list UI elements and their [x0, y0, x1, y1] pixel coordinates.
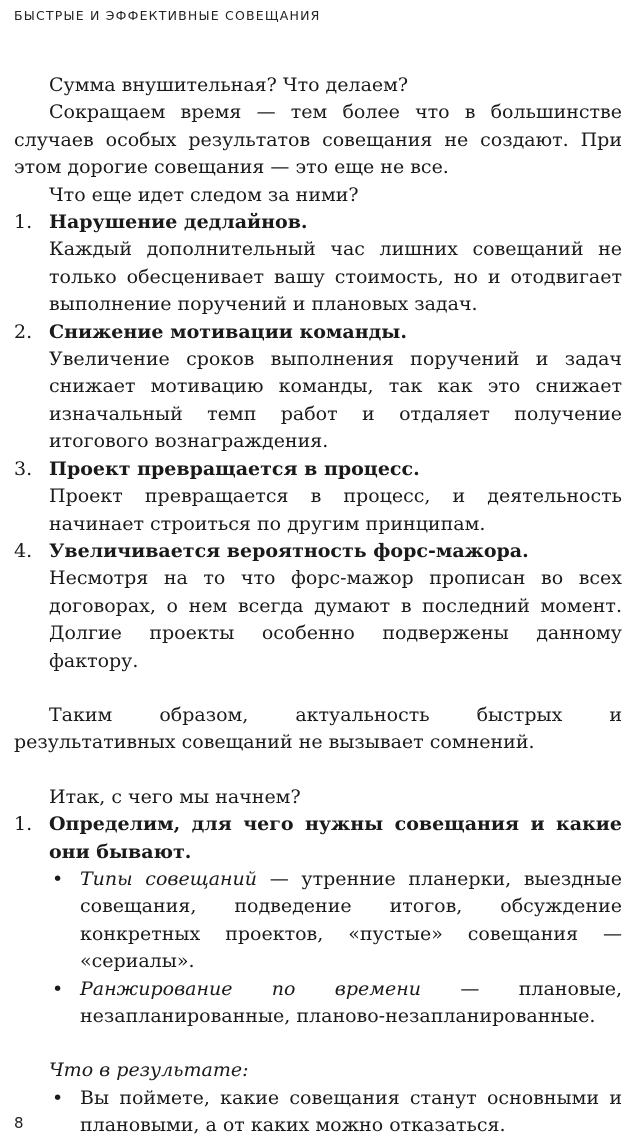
spacer: [14, 1030, 622, 1057]
item-title: Проект превращается в процесс.: [49, 457, 420, 480]
item-body: Проект превращается в процесс, и деятельность начинает строиться по другим принципам.: [49, 485, 622, 535]
paragraph: Сокращаем время — тем более что в большинстве случаев особых результатов совещания не создают. При этом дорогие совещания — это еще не все.: [14, 101, 622, 179]
bullet-glyph: •: [52, 867, 64, 890]
spacer: [14, 757, 622, 784]
list-item: [14, 538, 622, 675]
item-number: 2.: [14, 320, 33, 343]
item-body: Каждый дополнительный час лишних совещаний не только обесценивает вашу стоимость, но и отодвигает выполнение поручений и плановых задач.: [49, 238, 622, 316]
bullet-term: Типы совещаний: [80, 867, 258, 890]
item-number: 1.: [14, 211, 33, 234]
bullet-glyph: •: [52, 977, 64, 1000]
item-number: 1.: [14, 813, 33, 836]
bullet-term: Ранжирование по времени: [80, 977, 422, 1000]
item-title: Нарушение дедлайнов.: [49, 211, 308, 234]
item-title: Определим, для чего нужны совещания и какие они бывают.: [49, 813, 622, 863]
list-item: [14, 209, 622, 319]
list-item: [14, 811, 622, 866]
bullet-item: [14, 866, 622, 976]
paragraph: Что еще идет следом за ними?: [49, 183, 359, 206]
running-head: БЫСТРЫЕ И ЭФФЕКТИВНЫЕ СОВЕЩАНИЯ: [14, 8, 321, 23]
item-body: Увеличение сроков выполнения поручений и задач снижает мотивацию команды, так как это снижает изначальный темп работ и отдаляет получение итогового вознаграждения.: [49, 348, 622, 453]
item-number: 3.: [14, 457, 33, 480]
result-label: Что в результате:: [49, 1059, 249, 1082]
list-item: [14, 319, 622, 456]
page-body: [14, 72, 622, 1140]
bullet-text: — утренние планерки, выездные совещания, подведение итогов, обсуждение конкретных проектов, «пустые» совещания — «сериалы».: [80, 867, 622, 973]
item-title: Увеличивается вероятность форс-мажора.: [49, 539, 529, 562]
bullet-text: — плановые, незапланированные, планово-незапланированные.: [80, 977, 622, 1027]
bullet-text: Вы поймете, какие совещания станут основными и плановыми, а от каких можно отказаться.: [80, 1086, 622, 1137]
item-number: 4.: [14, 539, 33, 562]
bullet-glyph: •: [52, 1086, 64, 1109]
item-title: Снижение мотивации команды.: [49, 320, 407, 343]
paragraph: Итак, с чего мы начнем?: [49, 785, 301, 808]
list-item: [14, 456, 622, 538]
page-number: 8: [14, 1114, 24, 1132]
bullet-item: [14, 1085, 622, 1140]
item-body: Несмотря на то что форс-мажор прописан во всех договорах, о нем всегда думают в последний момент. Долгие проекты особенно подвержены данному фактору.: [49, 567, 622, 672]
paragraph: Сумма внушительная? Что делаем?: [49, 74, 409, 96]
bullet-item: [14, 976, 622, 1031]
paragraph: Таким образом, актуальность быстрых и результативных совещаний не вызывает сомнений.: [14, 703, 622, 754]
spacer: [14, 675, 622, 702]
